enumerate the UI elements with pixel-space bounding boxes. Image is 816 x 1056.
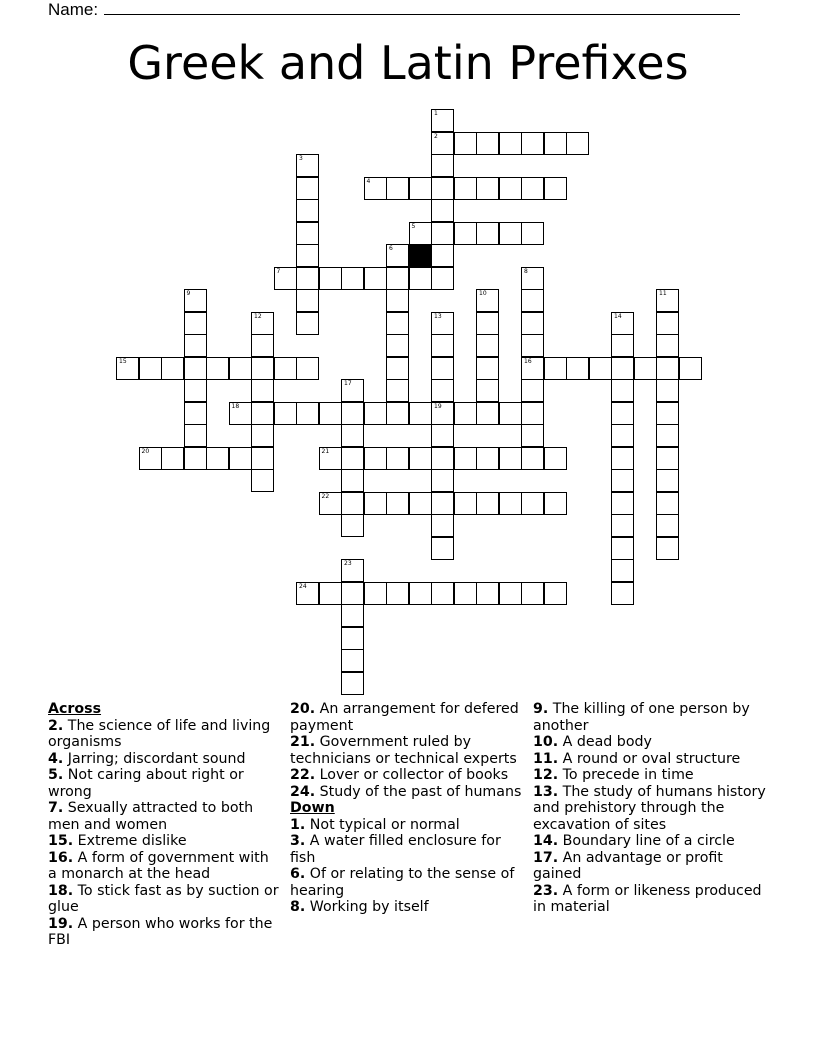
grid-cell[interactable]: [611, 537, 634, 560]
clue-down-11: 11. A round or oval structure: [533, 750, 741, 767]
grid-cell[interactable]: [319, 402, 342, 425]
grid-cell[interactable]: [341, 582, 364, 605]
grid-cell[interactable]: [656, 357, 679, 380]
clue-number: 16: [524, 357, 532, 365]
grid-cell[interactable]: [184, 379, 207, 402]
grid-cell[interactable]: [251, 469, 274, 492]
grid-cell[interactable]: [431, 402, 454, 425]
clue-down-8: 8. Working by itself: [290, 899, 429, 915]
grid-cell[interactable]: [431, 109, 454, 132]
grid-cell[interactable]: [589, 357, 612, 380]
clue-across-19: 19. A person who works for the FBI: [48, 915, 273, 948]
grid-cell[interactable]: [521, 267, 544, 290]
grid-cell[interactable]: [431, 267, 454, 290]
grid-cell[interactable]: [431, 222, 454, 245]
down-heading: Down: [290, 800, 335, 816]
grid-cell[interactable]: [341, 267, 364, 290]
grid-cell[interactable]: [274, 267, 297, 290]
grid-cell[interactable]: [566, 132, 589, 155]
grid-cell[interactable]: [521, 402, 544, 425]
grid-cell[interactable]: [521, 357, 544, 380]
grid-cell[interactable]: [229, 447, 252, 470]
clue-number: 10: [479, 290, 487, 297]
clues-column-1: [48, 701, 280, 949]
grid-cell[interactable]: [521, 582, 544, 605]
grid-cell[interactable]: [296, 244, 319, 267]
grid-cell[interactable]: [364, 492, 387, 515]
grid-cell[interactable]: [656, 469, 679, 492]
grid-cell[interactable]: [656, 492, 679, 515]
grid-cell[interactable]: [184, 357, 207, 380]
grid-cell[interactable]: [296, 582, 319, 605]
grid-cell[interactable]: [431, 357, 454, 380]
grid-cell[interactable]: [611, 447, 634, 470]
grid-cell[interactable]: [656, 334, 679, 357]
clue-down-23: 23. A form or likeness produced in material: [533, 882, 762, 915]
grid-cell[interactable]: [341, 402, 364, 425]
grid-cell[interactable]: [656, 424, 679, 447]
clue-across-5: 5. Not caring about right or wrong: [48, 767, 244, 800]
grid-cell[interactable]: [341, 559, 364, 582]
grid-cell[interactable]: [364, 402, 387, 425]
grid-cell[interactable]: [386, 357, 409, 380]
clue-across-22: 22. Lover or collector of books: [290, 767, 509, 783]
grid-cell[interactable]: [499, 177, 522, 200]
grid-cell[interactable]: [611, 582, 634, 605]
clue-across-2: 2. The science of life and living organisms: [48, 717, 271, 750]
grid-cell[interactable]: [499, 582, 522, 605]
clue-number: 5: [411, 222, 416, 230]
grid-cell[interactable]: [431, 312, 454, 335]
grid-cell[interactable]: [499, 447, 522, 470]
clue-number: 18: [231, 402, 240, 410]
name-label: Name:: [48, 0, 99, 19]
page-title: Greek and Latin Prefixes: [127, 36, 689, 90]
grid-cell[interactable]: [499, 402, 522, 425]
grid-cell[interactable]: [386, 447, 409, 470]
grid-cell[interactable]: [139, 447, 162, 470]
grid-cell[interactable]: [454, 582, 477, 605]
grid-cell[interactable]: [341, 492, 364, 515]
grid-cell[interactable]: [409, 402, 432, 425]
grid-cell[interactable]: [296, 402, 319, 425]
clue-number: 22: [321, 492, 330, 500]
grid-cell[interactable]: [544, 447, 567, 470]
grid-cell[interactable]: [454, 492, 477, 515]
grid-cell[interactable]: [611, 402, 634, 425]
grid-cell[interactable]: [431, 514, 454, 537]
grid-cell[interactable]: [454, 177, 477, 200]
clue-down-10: 10. A dead body: [533, 734, 652, 750]
grid-cell[interactable]: [341, 672, 364, 695]
grid-cell[interactable]: [476, 492, 499, 515]
grid-cell[interactable]: [206, 357, 229, 380]
grid-cell[interactable]: [476, 357, 499, 380]
grid-cell[interactable]: [431, 132, 454, 155]
clue-number: 1: [434, 110, 438, 117]
grid-cell[interactable]: [521, 132, 544, 155]
grid-cell[interactable]: [296, 199, 319, 222]
grid-cell[interactable]: [229, 357, 252, 380]
grid-cell[interactable]: [341, 379, 364, 402]
clue-across-4: 4. Jarring; discordant sound: [48, 750, 246, 767]
grid-cell[interactable]: [251, 402, 274, 425]
grid-cell[interactable]: [611, 379, 634, 402]
grid-cell[interactable]: [184, 447, 207, 470]
grid-cell[interactable]: [386, 244, 409, 267]
grid-cell[interactable]: [296, 267, 319, 290]
clue-number: 11: [659, 290, 667, 297]
grid-cell[interactable]: [296, 289, 319, 312]
grid-cell[interactable]: [679, 357, 702, 380]
grid-cell[interactable]: [656, 537, 679, 560]
grid-cell[interactable]: [184, 312, 207, 335]
grid-cell[interactable]: [476, 132, 499, 155]
grid-cell[interactable]: [386, 312, 409, 335]
clue-number: 15: [119, 357, 127, 365]
clue-down-12: 12. To precede in time: [533, 767, 694, 783]
clue-down-6: 6. Of or relating to the sense of hearing: [290, 866, 515, 899]
grid-cell[interactable]: [476, 402, 499, 425]
clue-across-21: 21. Government ruled by technicians or technical experts: [290, 734, 517, 767]
grid-cell[interactable]: [476, 379, 499, 402]
grid-cell[interactable]: [611, 357, 634, 380]
clue-down-1: 1. Not typical or normal: [290, 816, 460, 833]
grid-cell[interactable]: [431, 492, 454, 515]
grid-cell[interactable]: [409, 222, 432, 245]
clue-number: 17: [344, 380, 352, 387]
grid-cell[interactable]: [431, 469, 454, 492]
grid-cell[interactable]: [386, 582, 409, 605]
grid-cell[interactable]: [274, 357, 297, 380]
grid-cell[interactable]: [544, 177, 567, 200]
grid-cell[interactable]: [251, 312, 274, 335]
grid-cell[interactable]: [499, 222, 522, 245]
clue-number: 7: [276, 267, 281, 275]
clue-number: 24: [299, 582, 307, 590]
grid-cell[interactable]: [431, 244, 454, 267]
grid-cell[interactable]: [521, 447, 544, 470]
clue-number: 2: [434, 132, 438, 140]
grid-cell[interactable]: [656, 379, 679, 402]
grid-cell[interactable]: [476, 334, 499, 357]
grid-cell[interactable]: [499, 492, 522, 515]
grid-cell[interactable]: [161, 357, 184, 380]
grid-cell[interactable]: [544, 357, 567, 380]
clue-across-24: 24. Study of the past of humans: [290, 783, 522, 800]
clue-number: 23: [344, 560, 352, 567]
grid-cell[interactable]: [229, 402, 252, 425]
clue-number: 19: [434, 402, 442, 410]
grid-cell[interactable]: [161, 447, 184, 470]
grid-cell[interactable]: [656, 402, 679, 425]
grid-cell[interactable]: [454, 447, 477, 470]
grid-cell[interactable]: [611, 424, 634, 447]
grid-cell[interactable]: [206, 447, 229, 470]
grid-cell[interactable]: [409, 177, 432, 200]
grid-cell[interactable]: [476, 222, 499, 245]
grid-cell[interactable]: [521, 334, 544, 357]
grid-cell[interactable]: [409, 447, 432, 470]
grid-cell[interactable]: [251, 424, 274, 447]
grid-cell[interactable]: [611, 514, 634, 537]
grid-cell[interactable]: [364, 582, 387, 605]
grid-cell[interactable]: [544, 132, 567, 155]
grid-cell[interactable]: [431, 447, 454, 470]
grid-cell[interactable]: [454, 222, 477, 245]
clue-down-17: 17. An advantage or profit gained: [533, 849, 723, 882]
grid-cell[interactable]: [521, 177, 544, 200]
grid-cell[interactable]: [656, 447, 679, 470]
clue-across-20: 20. An arrangement for defered payment: [290, 701, 519, 734]
clue-number: 13: [434, 312, 442, 320]
clue-number: 21: [321, 447, 330, 455]
clue-number: 8: [524, 267, 528, 275]
grid-cell[interactable]: [521, 379, 544, 402]
grid-cell[interactable]: [476, 582, 499, 605]
grid-cell[interactable]: [296, 154, 319, 177]
grid-cell[interactable]: [611, 492, 634, 515]
grid-cell[interactable]: [319, 492, 342, 515]
clue-number: 12: [254, 312, 262, 320]
grid-cell[interactable]: [476, 447, 499, 470]
grid-cell[interactable]: [476, 177, 499, 200]
grid-cell[interactable]: [499, 132, 522, 155]
grid-cell[interactable]: [184, 402, 207, 425]
clue-number: 14: [614, 312, 622, 320]
grid-cell[interactable]: [116, 357, 139, 380]
grid-cell[interactable]: [521, 289, 544, 312]
grid-cell[interactable]: [364, 447, 387, 470]
grid-cell[interactable]: [341, 649, 364, 672]
clue-across-15: 15. Extreme dislike: [48, 833, 187, 849]
grid-cell[interactable]: [476, 312, 499, 335]
clue-down-9: 9. The killing of one person by another: [533, 701, 750, 734]
grid-cell[interactable]: [521, 424, 544, 447]
grid-cell[interactable]: [364, 267, 387, 290]
grid-cell[interactable]: [296, 177, 319, 200]
grid-cell[interactable]: [386, 402, 409, 425]
grid-cell[interactable]: [431, 379, 454, 402]
grid-cell[interactable]: [566, 357, 589, 380]
grid-cell[interactable]: [319, 582, 342, 605]
grid-cell[interactable]: [611, 334, 634, 357]
clue-number: 6: [389, 245, 393, 252]
grid-cell[interactable]: [386, 177, 409, 200]
grid-cell[interactable]: [431, 177, 454, 200]
clue-number: 9: [186, 290, 191, 297]
grid-cell[interactable]: [341, 424, 364, 447]
grid-cell[interactable]: [634, 357, 657, 380]
grid-cell[interactable]: [454, 402, 477, 425]
grid-cell[interactable]: [431, 199, 454, 222]
grid-cell[interactable]: [431, 582, 454, 605]
grid-cell[interactable]: [611, 559, 634, 582]
grid-cell[interactable]: [319, 447, 342, 470]
grid-cell[interactable]: [341, 447, 364, 470]
grid-cell[interactable]: [431, 424, 454, 447]
grid-cell[interactable]: [296, 312, 319, 335]
grid-cell[interactable]: [251, 334, 274, 357]
clue-down-13: 13. The study of humans history and prehistory through the excavation of sites: [533, 783, 766, 833]
grid-cell[interactable]: [296, 222, 319, 245]
clue-across-18: 18. To stick fast as by suction or glue: [48, 882, 279, 915]
grid-cell[interactable]: [251, 447, 274, 470]
grid-cell[interactable]: [409, 492, 432, 515]
grid-cell[interactable]: [476, 289, 499, 312]
grid-cell[interactable]: [274, 402, 297, 425]
grid-cell[interactable]: [184, 334, 207, 357]
grid-cell[interactable]: [521, 492, 544, 515]
clues-column-2: [290, 701, 526, 916]
grid-cell[interactable]: [251, 357, 274, 380]
grid-cell[interactable]: [409, 582, 432, 605]
grid-cell[interactable]: [521, 222, 544, 245]
grid-cell[interactable]: [656, 514, 679, 537]
clue-number: 4: [366, 177, 371, 185]
grid-cell[interactable]: [341, 604, 364, 627]
clue-down-3: 3. A water filled enclosure for fish: [290, 833, 501, 866]
clue-number: 20: [141, 447, 150, 455]
grid-cell[interactable]: [544, 492, 567, 515]
grid-cell[interactable]: [544, 582, 567, 605]
grid-cell[interactable]: [386, 267, 409, 290]
grid-cell[interactable]: [611, 312, 634, 335]
black-square: [409, 244, 432, 267]
grid-cell[interactable]: [431, 537, 454, 560]
grid-cell[interactable]: [521, 312, 544, 335]
clue-across-16: 16. A form of government with a monarch at the head: [48, 849, 269, 882]
grid-cell[interactable]: [611, 469, 634, 492]
grid-cell[interactable]: [319, 267, 342, 290]
grid-cell[interactable]: [341, 469, 364, 492]
grid-cell[interactable]: [296, 357, 319, 380]
clue-down-14: 14. Boundary line of a circle: [533, 833, 735, 849]
grid-cell[interactable]: [409, 267, 432, 290]
clue-number: 3: [299, 155, 303, 162]
grid-cell[interactable]: [386, 334, 409, 357]
clue-across-7: 7. Sexually attracted to both men and women: [48, 800, 254, 833]
grid-cell[interactable]: [386, 492, 409, 515]
grid-cell[interactable]: [341, 514, 364, 537]
grid-cell[interactable]: [656, 289, 679, 312]
grid-cell[interactable]: [341, 627, 364, 650]
grid-cell[interactable]: [656, 312, 679, 335]
grid-cell[interactable]: [431, 334, 454, 357]
grid-cell[interactable]: [386, 379, 409, 402]
clues-column-3: [533, 701, 773, 916]
grid-cell[interactable]: [139, 357, 162, 380]
grid-cell[interactable]: [184, 289, 207, 312]
grid-cell[interactable]: [454, 132, 477, 155]
grid-cell[interactable]: [251, 379, 274, 402]
across-heading: Across: [48, 701, 102, 717]
grid-cell[interactable]: [386, 289, 409, 312]
grid-cell[interactable]: [184, 424, 207, 447]
grid-cell[interactable]: [364, 177, 387, 200]
grid-cell[interactable]: [431, 154, 454, 177]
